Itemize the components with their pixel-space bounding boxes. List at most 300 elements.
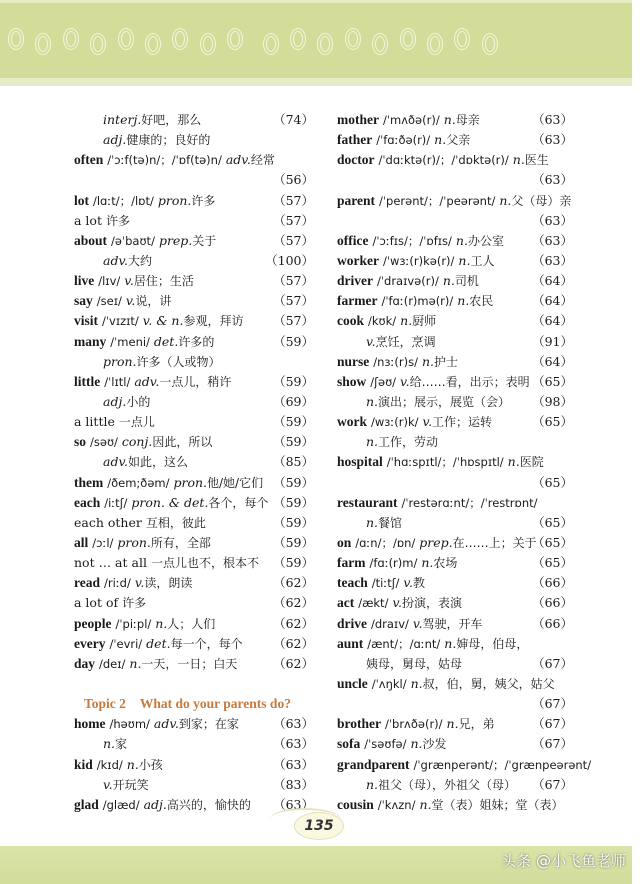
part-of-speech: adv. xyxy=(153,716,179,732)
part-of-speech: interj. xyxy=(103,112,142,127)
headword: visit xyxy=(74,313,99,329)
definition: 许多 xyxy=(122,596,147,611)
headword: aunt xyxy=(337,635,364,651)
vocab-entry xyxy=(74,432,314,452)
phonetic: /səʊ/ xyxy=(90,435,118,450)
part-of-speech: n. xyxy=(446,716,459,732)
decorative-rings xyxy=(8,28,628,58)
phonetic: /lɑːt/；/lɒt/ xyxy=(92,193,154,208)
vocab-entry xyxy=(337,513,573,533)
ring-icon xyxy=(482,33,498,55)
vocab-entry xyxy=(74,150,314,170)
phrase: not … at all xyxy=(74,555,147,571)
page-ref: （57） xyxy=(273,313,314,329)
definition: 开玩笑 xyxy=(112,777,149,792)
ring-icon xyxy=(290,28,306,50)
part-of-speech: n. xyxy=(366,776,379,792)
phonetic: /kʊk/ xyxy=(367,314,397,329)
part-of-speech: n. xyxy=(455,232,468,248)
headword: each xyxy=(74,494,101,510)
phonetic: /ˈperənt/；/ˈpeərənt/ xyxy=(379,193,496,208)
headword: all xyxy=(74,534,89,550)
definition: 大约 xyxy=(128,253,153,268)
phrase: a little xyxy=(74,414,115,430)
page-ref: （67） xyxy=(532,696,573,712)
vocab-column-right xyxy=(337,110,592,815)
definition: 农民 xyxy=(469,294,494,309)
definition: 一点儿，稍许 xyxy=(159,374,232,389)
page-ref: （57） xyxy=(273,293,314,309)
vocab-entry xyxy=(337,150,573,170)
headword: every xyxy=(74,635,106,651)
headword: show xyxy=(337,373,367,389)
part-of-speech: v. xyxy=(403,575,413,591)
definition: 小孩 xyxy=(138,757,163,772)
part-of-speech: adj. xyxy=(143,796,167,812)
phonetic: /ˈvɪzɪt/ xyxy=(102,314,139,329)
definition: 读，朗读 xyxy=(144,576,193,591)
phrase: each other xyxy=(74,514,142,530)
definition: 参观，拜访 xyxy=(183,314,244,329)
headword: drive xyxy=(337,615,367,631)
page-ref: （67） xyxy=(532,776,573,792)
headword: sofa xyxy=(337,736,361,752)
page-ref: （57） xyxy=(273,273,314,289)
part-of-speech: v. xyxy=(422,414,433,430)
headword: doctor xyxy=(337,152,375,168)
part-of-speech: n. xyxy=(444,635,457,651)
definition: 经常 xyxy=(250,153,275,168)
vocab-entry xyxy=(74,775,314,795)
vocab-entry xyxy=(74,513,314,533)
page-ref: （100） xyxy=(265,252,314,268)
headword: father xyxy=(337,132,373,148)
vocab-entry xyxy=(337,191,573,211)
definition: 兄，弟 xyxy=(458,717,495,732)
part-of-speech: v. xyxy=(125,293,136,309)
vocab-entry xyxy=(337,432,573,452)
definition: 给……看，出示；表明 xyxy=(409,374,530,389)
part-of-speech: n. xyxy=(366,434,379,450)
phonetic: /iːtʃ/ xyxy=(104,495,128,510)
part-of-speech: n. xyxy=(155,615,168,631)
vocab-entry xyxy=(74,533,314,553)
phonetic: /ˈbrʌðə(r)/ xyxy=(384,717,443,732)
definition: 工人 xyxy=(470,253,495,268)
vocab-entry xyxy=(74,170,314,190)
headword: many xyxy=(74,333,107,349)
vocab-entry xyxy=(337,211,573,231)
part-of-speech: n. xyxy=(410,736,423,752)
definition: 厨师 xyxy=(412,314,437,329)
headword: so xyxy=(74,434,87,450)
definition: 办公室 xyxy=(467,233,504,248)
definition: 驾驶，开车 xyxy=(422,616,483,631)
phonetic: /lɪv/ xyxy=(98,274,121,289)
headword: often xyxy=(74,152,104,168)
header-rim xyxy=(0,0,632,3)
part-of-speech: pron. xyxy=(103,353,137,369)
definition: 关于 xyxy=(192,233,217,248)
vocab-entry xyxy=(337,271,573,291)
vocab-entry xyxy=(74,452,314,472)
part-of-speech: det. xyxy=(146,635,171,651)
page-ref: （66） xyxy=(532,575,573,591)
ring-icon xyxy=(90,33,106,55)
headword: about xyxy=(74,232,108,248)
phonetic: /ʃəʊ/ xyxy=(370,374,397,389)
definition: 堂（表）姐妹；堂（表） xyxy=(431,797,564,812)
headword: act xyxy=(337,595,355,611)
definition: 许多 xyxy=(191,193,216,208)
phonetic: /ˈmeni/ xyxy=(110,334,150,349)
definition: 所有，全部 xyxy=(150,535,211,550)
vocab-entry xyxy=(337,412,573,432)
headword: mother xyxy=(337,112,379,127)
headword: say xyxy=(74,293,93,309)
page-ref: （66） xyxy=(532,595,573,611)
topic-text: What do your parents do? xyxy=(139,696,291,712)
vocab-entry xyxy=(74,311,314,331)
vocab-entry xyxy=(74,392,314,412)
vocab-entry xyxy=(74,593,314,613)
phonetic: /həʊm/ xyxy=(109,717,150,732)
part-of-speech: n. xyxy=(103,736,116,752)
headword: on xyxy=(337,534,352,550)
ring-icon xyxy=(145,33,161,55)
page-ref: （59） xyxy=(273,555,314,571)
vocab-entry xyxy=(337,573,573,593)
vocab-entry xyxy=(337,251,573,271)
phonetic: /ˈevri/ xyxy=(109,636,143,651)
definition: 叔，伯，舅，姨父，姑父 xyxy=(422,676,555,691)
page-ref: （63） xyxy=(273,716,314,732)
headword: cousin xyxy=(337,796,374,812)
vocab-entry xyxy=(337,734,573,754)
headword: farm xyxy=(337,555,366,571)
page-ref: （59） xyxy=(273,534,314,550)
headword: people xyxy=(74,615,112,631)
definition: 到家；在家 xyxy=(178,717,239,732)
definition: 父亲 xyxy=(446,133,471,148)
definition: 如此，这么 xyxy=(128,455,189,470)
phonetic: /tiːtʃ/ xyxy=(371,576,400,591)
vocab-entry xyxy=(337,231,573,251)
vocab-entry xyxy=(74,714,314,734)
definition: 说，讲 xyxy=(135,294,172,309)
page-ref: （62） xyxy=(273,595,314,611)
vocab-entry xyxy=(74,231,314,251)
definition: 每一个，每个 xyxy=(170,636,243,651)
header-band xyxy=(0,0,632,86)
phonetic: /ɑːn/；/ɒn/ xyxy=(355,535,416,550)
part-of-speech: n. xyxy=(410,675,423,691)
part-of-speech: n. xyxy=(366,514,379,530)
headword: brother xyxy=(337,716,381,732)
part-of-speech: n. xyxy=(457,293,470,309)
phonetic: /ˈhɑːspɪtl/；/ˈhɒspɪtl/ xyxy=(386,455,504,470)
vocab-entry xyxy=(74,271,314,291)
ring-icon xyxy=(172,28,188,50)
definition: 医院 xyxy=(519,455,544,470)
part-of-speech: v. xyxy=(134,575,145,591)
phonetic: /ˈdraɪvə(r)/ xyxy=(376,274,439,289)
phonetic: /ˈɔːf(tə)n/；/ˈɒf(tə)n/ xyxy=(107,153,222,168)
page-ref: （63） xyxy=(532,132,573,148)
headword: little xyxy=(74,373,101,389)
page-ref: （59） xyxy=(273,434,314,450)
part-of-speech: det. xyxy=(153,333,179,349)
ring-icon xyxy=(200,33,216,55)
headword: parent xyxy=(337,192,376,208)
phonetic: /ˈʌŋkl/ xyxy=(371,676,407,691)
definition: 人；人们 xyxy=(167,616,216,631)
page-ref: （63） xyxy=(532,252,573,268)
page-ref: （85） xyxy=(273,454,314,470)
phonetic: /fɑː(r)m/ xyxy=(369,556,418,571)
topic-text: Topic 2 xyxy=(84,696,126,712)
definition: 姨母，舅母，姑母 xyxy=(366,656,463,671)
phrase: a lot xyxy=(74,212,102,228)
page-ref: （64） xyxy=(532,293,573,309)
headword: farmer xyxy=(337,293,378,309)
page-ref: （64） xyxy=(532,313,573,329)
definition: 工作；运转 xyxy=(432,415,493,430)
phonetic: /wɜː(r)k/ xyxy=(370,415,419,430)
definition: 扮演，表演 xyxy=(402,596,463,611)
part-of-speech: n. xyxy=(442,273,455,289)
phonetic: /riːd/ xyxy=(103,576,131,591)
part-of-speech: prep. xyxy=(158,232,193,248)
page-ref: （65） xyxy=(532,534,573,550)
page-ref: （63） xyxy=(532,172,573,188)
part-of-speech: prep. xyxy=(419,534,453,550)
vocab-entry xyxy=(337,130,573,150)
definition: 因此，所以 xyxy=(152,435,213,450)
spacer xyxy=(74,674,314,694)
vocab-entry xyxy=(74,211,314,231)
page-ref: （64） xyxy=(532,273,573,289)
part-of-speech: pron. & det. xyxy=(131,494,209,510)
ring-icon xyxy=(345,28,361,50)
vocab-entry xyxy=(337,755,592,775)
page-ref: （57） xyxy=(273,192,314,208)
vocab-entry xyxy=(74,372,314,392)
page-ref: （66） xyxy=(532,615,573,631)
phonetic: /ˈsəʊfə/ xyxy=(364,737,407,752)
ring-icon xyxy=(317,33,333,55)
definition: 医生 xyxy=(524,153,549,168)
phrase: a lot of xyxy=(74,595,119,611)
ring-icon xyxy=(227,28,243,50)
vocab-entry xyxy=(337,795,573,815)
vocab-entry xyxy=(337,775,573,795)
phonetic: /ˈdɑːktə(r)/；/ˈdɒktə(r)/ xyxy=(378,153,509,168)
phonetic: /ˈɔːfɪs/；/ˈɒfɪs/ xyxy=(372,233,452,248)
definition: 工作，劳动 xyxy=(378,435,439,450)
vocab-entry xyxy=(337,674,573,694)
definition: 烹饪，烹调 xyxy=(375,334,436,349)
page-ref: （65） xyxy=(532,373,573,389)
headword: driver xyxy=(337,273,373,289)
part-of-speech: n. xyxy=(126,756,139,772)
headword: read xyxy=(74,575,100,591)
headword: home xyxy=(74,716,106,732)
ring-icon xyxy=(8,28,24,50)
part-of-speech: v. xyxy=(124,273,134,289)
part-of-speech: v. xyxy=(400,373,410,389)
vocab-entry xyxy=(337,170,573,190)
definition: 一天，一日；白天 xyxy=(141,656,238,671)
page-ref: （59） xyxy=(273,414,314,430)
page-ref: （65） xyxy=(532,414,573,430)
part-of-speech: v. & n. xyxy=(142,313,184,329)
vocab-entry xyxy=(74,573,314,593)
phonetic: /ˈlɪtl/ xyxy=(104,374,131,389)
part-of-speech: n. xyxy=(443,112,456,127)
page-ref: （64） xyxy=(532,353,573,369)
part-of-speech: n. xyxy=(499,192,512,208)
part-of-speech: n. xyxy=(421,353,434,369)
vocab-entry xyxy=(74,614,314,634)
definition: 许多（人或物） xyxy=(136,354,221,369)
part-of-speech: n. xyxy=(419,796,432,812)
vocab-entry xyxy=(337,392,573,412)
ring-icon xyxy=(372,33,388,55)
vocab-entry xyxy=(74,473,314,493)
headword: office xyxy=(337,232,369,248)
vocab-entry xyxy=(337,533,573,553)
part-of-speech: pron. xyxy=(157,192,192,208)
part-of-speech: conj. xyxy=(121,434,153,450)
headword: live xyxy=(74,273,95,289)
definition: 健康的；良好的 xyxy=(126,133,211,148)
phonetic: /ˈgrænperənt/；/ˈgrænpeərənt/ xyxy=(413,757,592,772)
definition: 司机 xyxy=(454,274,479,289)
phonetic: /ɔːl/ xyxy=(92,535,114,550)
ring-icon xyxy=(454,28,470,50)
headword: them xyxy=(74,474,104,490)
headword: grandparent xyxy=(337,756,410,772)
page-ref: （59） xyxy=(273,494,314,510)
definition: 许多的 xyxy=(178,334,215,349)
page-ref: （69） xyxy=(273,393,314,409)
page-ref: （59） xyxy=(273,373,314,389)
part-of-speech: n. xyxy=(400,313,413,329)
vocab-entry xyxy=(74,654,314,674)
page-ref: （63） xyxy=(532,232,573,248)
definition: 餐馆 xyxy=(378,515,403,530)
page-ref: （65） xyxy=(532,474,573,490)
part-of-speech: n. xyxy=(512,152,525,168)
definition: 他/她/它们 xyxy=(207,475,264,490)
vocab-entry xyxy=(337,493,573,513)
definition: 演出；展示，展览（会） xyxy=(378,394,511,409)
part-of-speech: adj. xyxy=(103,132,127,148)
page-ref: （62） xyxy=(273,575,314,591)
page-ref: （62） xyxy=(273,655,314,671)
definition: 农场 xyxy=(433,556,458,571)
vocab-entry xyxy=(74,251,314,271)
definition: 好吧，那么 xyxy=(141,113,202,127)
page-ref: （67） xyxy=(532,655,573,671)
phonetic: /deɪ/ xyxy=(99,656,126,671)
part-of-speech: adv. xyxy=(134,373,160,389)
vocab-entry xyxy=(337,352,573,372)
page-ref: （65） xyxy=(532,555,573,571)
vocab-entry xyxy=(74,352,314,372)
headword: uncle xyxy=(337,675,368,691)
part-of-speech: n. xyxy=(129,655,142,671)
page-number: 135 xyxy=(294,812,344,840)
page-ref: （59） xyxy=(273,514,314,530)
phonetic: /glæd/ xyxy=(102,797,140,812)
watermark: 头条 @小飞鱼老师 xyxy=(501,852,626,870)
page-ref: （59） xyxy=(273,333,314,349)
phonetic: /nɜː(r)s/ xyxy=(373,354,418,369)
phonetic: /əˈbaʊt/ xyxy=(111,233,155,248)
vocab-entry xyxy=(337,714,573,734)
vocab-entry xyxy=(337,291,573,311)
page-ref: （74） xyxy=(273,112,314,127)
page-ref: （63） xyxy=(273,796,314,812)
headword: lot xyxy=(74,192,89,208)
vocab-entry xyxy=(337,634,573,654)
headword: worker xyxy=(337,252,379,268)
phonetic: /ˈmʌðə(r)/ xyxy=(382,113,440,127)
headword: work xyxy=(337,414,367,430)
vocab-entry xyxy=(337,593,573,613)
vocab-entry xyxy=(337,452,573,472)
definition: 互相，彼此 xyxy=(145,515,206,530)
phonetic: /ˈfɑːðə(r)/ xyxy=(376,133,431,148)
ring-icon xyxy=(63,28,79,50)
phonetic: /draɪv/ xyxy=(370,616,409,631)
vocab-entry xyxy=(74,553,314,573)
page-ref: （63） xyxy=(532,112,573,127)
definition: 一点儿也不，根本不 xyxy=(150,556,259,571)
page-ref: （83） xyxy=(273,776,314,792)
vocab-entry xyxy=(74,493,314,513)
phonetic: /ðem;ðəm/ xyxy=(107,475,170,490)
part-of-speech: pron. xyxy=(117,534,151,550)
vocab-entry xyxy=(337,372,573,392)
vocab-entry xyxy=(74,412,314,432)
vocab-entry xyxy=(74,130,314,150)
page-ref: （56） xyxy=(273,172,314,188)
part-of-speech: v. xyxy=(103,776,113,792)
vocab-entry xyxy=(74,755,314,775)
vocab-entry xyxy=(74,734,314,754)
vocab-entry xyxy=(74,332,314,352)
definition: 小的 xyxy=(126,394,151,409)
headword: nurse xyxy=(337,353,370,369)
part-of-speech: adv. xyxy=(225,152,251,168)
vocab-entry xyxy=(337,332,573,352)
page-ref: （63） xyxy=(532,212,573,228)
definition: 高兴的，愉快的 xyxy=(166,797,251,812)
part-of-speech: adv. xyxy=(103,252,129,268)
definition: 沙发 xyxy=(422,737,447,752)
headword: restaurant xyxy=(337,494,398,510)
definition: 祖父（母），外祖父（母） xyxy=(378,777,517,792)
part-of-speech: pron. xyxy=(173,474,208,490)
vocab-entry xyxy=(74,191,314,211)
ring-icon xyxy=(427,33,443,55)
headword: glad xyxy=(74,796,99,812)
definition: 护士 xyxy=(434,354,459,369)
part-of-speech: v. xyxy=(412,615,423,631)
